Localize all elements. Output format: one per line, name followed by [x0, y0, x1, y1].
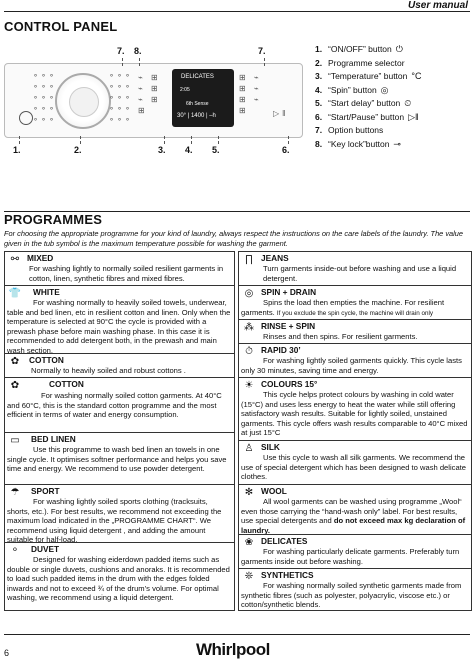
bed-linen-icon: ▭: [10, 435, 20, 446]
key-lock-icon: ⊸: [393, 138, 401, 149]
start-pause-button[interactable]: ▷‖: [273, 109, 289, 118]
programme-text: For washing normally soiled cotton garments. At 40°C and 60°C, this is the standard cotton programme and the most efficient in terms of water and energy consumption.: [7, 391, 222, 419]
programme-card-cotton: [4, 353, 235, 378]
programme-title: COLOURS 15°: [261, 379, 318, 389]
programme-card-synthetics: [238, 568, 472, 611]
header-rule: [4, 11, 470, 12]
programme-text: Turn garments inside-out before washing and use a liquid detergent.: [263, 264, 457, 283]
page-number: 6: [4, 648, 10, 658]
programme-card-spin-drain: [238, 285, 472, 320]
mixed-icon: ⚯: [10, 254, 20, 265]
programme-note: If you exclude the spin cycle, the machine will drain only: [276, 309, 433, 317]
programme-text: Use this cycle to wash all silk garments. We recommend the use of special detergent which has been designed to wash delicate clothes.: [241, 453, 467, 481]
programme-card-rapid-30: [238, 343, 472, 378]
callout-2: 2.: [74, 145, 82, 155]
cotton-icon: ✿: [10, 356, 20, 367]
delicates-icon: ❀: [244, 537, 254, 548]
control-panel-title: CONTROL PANEL: [4, 19, 118, 34]
callout-4: 4.: [185, 145, 193, 155]
silk-icon: ♙: [244, 443, 254, 454]
legend-item: 8. “Key lock”button ⊸: [315, 138, 470, 152]
legend-item: 3. “Temperature” button °C: [315, 70, 470, 84]
leader-4: [191, 136, 192, 144]
knob-center: [69, 87, 99, 117]
programme-card-jeans: [238, 251, 472, 286]
leader-8: [139, 58, 140, 66]
callout-7-left: 7.: [117, 46, 125, 56]
legend-item: 2. Programme selector: [315, 57, 405, 68]
display-values: 30° | 1400 | –h: [177, 113, 216, 119]
eco-cotton-icon: ✿: [10, 380, 20, 391]
programmes-title: PROGRAMMES: [4, 212, 103, 227]
callout-1: 1.: [13, 145, 21, 155]
rinse-spin-icon: ⁂: [244, 322, 254, 333]
white-shirt-icon: 👕: [8, 288, 22, 299]
display-programme: DELICATES: [181, 74, 214, 80]
programme-card-delicates: [238, 534, 472, 569]
programme-card-sport: [4, 484, 235, 543]
leader-1: [19, 136, 20, 144]
programme-title: COTTON: [49, 379, 84, 389]
display-sense: 6th Sense: [186, 101, 209, 107]
programme-title: SPORT: [31, 486, 60, 496]
rapid-icon: ⏱: [245, 346, 253, 357]
leader-6: [288, 136, 289, 144]
leader-7-left: [122, 58, 123, 66]
programme-card-mixed: [4, 251, 235, 286]
programme-text: Rinses and then spins. For resilient garments.: [263, 332, 418, 341]
wool-icon: ✻: [244, 487, 254, 498]
programme-text: For washing lightly soiled sports clothing (tracksuits, shorts, etc.). For best results, we recommend not exceeding the maximum load indicated in the „PROGRAMME CHART“. We recommend using liquid detergent , and adding the amount suitable for half-load.: [7, 497, 222, 544]
programme-text: For washing normally soiled synthetic garments made from synthetic fibres (such as polyester, polyacrylic, viscose etc.) or cotton/synthetic blends.: [241, 581, 462, 609]
programme-text: This cycle helps protect colours by washing in cold water (15°C) and uses less energy to heat the water while still offering satisfactory wash results. Suitable for lightly soiled, unstained garments. This cycle offers wash results comparable to 40°C mixed at just 15°C: [241, 390, 468, 437]
programme-card-eco-cotton: [4, 377, 235, 433]
programme-text: For washing lightly to normally soiled resilient garments in cotton, linen, synthetic fibres and mixed fibres.: [29, 264, 224, 283]
colours-icon: ☀: [244, 380, 254, 391]
programme-card-silk: [238, 440, 472, 485]
user-manual-label: User manual: [407, 0, 468, 11]
programme-title: SYNTHETICS: [261, 570, 314, 580]
legend-item: 6. “Start/Pause” button ▷‖: [315, 111, 470, 125]
programme-card-duvet: [4, 542, 235, 611]
programme-text: For washing lightly soiled garments quickly. This cycle lasts only 30 minutes, saving time and energy.: [241, 356, 462, 375]
whirlpool-logo: Whirlpool: [196, 640, 270, 659]
programme-title: DUVET: [31, 544, 60, 554]
programme-title: RINSE + SPIN: [261, 321, 316, 331]
control-panel-illustration: [4, 63, 303, 138]
programme-icons-left: ∘∘∘ ∘∘∘ ∘∘∘ ∘∘∘ ∘∘∘: [33, 71, 58, 124]
programme-title: WHITE: [33, 287, 60, 297]
spin-icon: ◎: [380, 84, 389, 95]
programme-text: All wool garments can be washed using programme „Wool“ even those carrying the “hand-wash only” label. For best results, use special detergents and do not exceed max kg declaration of laundry.: [241, 497, 466, 535]
callout-5: 5.: [212, 145, 220, 155]
programme-title: SILK: [261, 442, 280, 452]
leader-5: [218, 136, 219, 144]
display-screen: [172, 69, 234, 127]
legend-item: 4. “Spin” button ◎: [315, 84, 470, 98]
programme-text: Designed for washing eiderdown padded items such as double or single duvets, cushions and anoraks. It is recommended to load such padded items in the drum with the edges folded inwards and not to exceed ¾ of the drum’s volume. For optimal washing, we recommend using a liquid detergent.: [7, 555, 230, 602]
legend-item: 5. “Start delay” button ⏲: [315, 97, 470, 111]
programme-title: JEANS: [261, 253, 289, 263]
power-button-icon[interactable]: [19, 111, 33, 125]
programme-title: WOOL: [261, 486, 287, 496]
programme-card-rinse-spin: [238, 319, 472, 344]
programme-title: DELICATES: [261, 536, 308, 546]
programme-title: BED LINEN: [31, 434, 76, 444]
programme-title: SPIN + DRAIN: [261, 287, 317, 297]
delay-icon: ⏲: [404, 98, 412, 108]
wool-warning: do not exceed max kg declaration of laundry.: [241, 516, 466, 535]
display-time: 2:05: [180, 87, 190, 93]
callout-3: 3.: [158, 145, 166, 155]
programme-card-colours-15: [238, 377, 472, 441]
programme-selector-knob[interactable]: [55, 73, 111, 129]
duvet-icon: ⚬: [10, 545, 20, 556]
programme-title: MIXED: [27, 253, 54, 263]
callout-7-right: 7.: [258, 46, 266, 56]
legend-item: 7. Option buttons: [315, 125, 384, 135]
sport-icon: ☂: [10, 487, 20, 498]
leader-3: [164, 136, 165, 144]
programme-icons-right: ∘∘∘ ∘∘∘ ∘∘∘ ∘∘∘ ∘∘∘: [109, 71, 134, 124]
programme-text: For washing normally to heavily soiled towels, underwear, table and bed linen, etc in resilient cotton and linen. Only when the temperature is selected at 90°C the cycle is provided with a prewash phase before main washing phase. In this case it is recommended to add detergent both, in the prewash and main wash section.: [7, 298, 231, 355]
programme-card-wool: [238, 484, 472, 535]
programme-text: Spins the load then empties the machine. For resilient garments. If you exclude the spin cycle, the machine will drain only: [241, 298, 445, 317]
synthetics-icon: ❊: [244, 571, 254, 582]
programme-title: COTTON: [29, 355, 64, 365]
leader-7-right: [264, 58, 265, 66]
jeans-icon: ∏: [244, 254, 254, 265]
programmes-intro: For choosing the appropriate programme for your kind of laundry, always respect the instructions on the care labels of the laundry. The value given in the tub symbol is the maximum temperature possible for washing the garment.: [4, 229, 464, 248]
control-panel-legend: [315, 43, 470, 151]
spin-drain-icon: ◎: [244, 288, 254, 299]
option-icons-right: ⊞ ⌁ ⊞ ⌁ ⊞ ⌁ ⊞: [239, 73, 262, 115]
callout-8: 8.: [134, 46, 142, 56]
programme-text: Use this programme to wash bed linen an towels in one single cycle. It optimises softner performance and helps you save time and energy. We recommend to use powder detergent.: [7, 445, 227, 473]
option-icons-left: ⌁ ⊞ ⌁ ⊞ ⌁ ⊞ ⊞: [138, 73, 161, 115]
start-pause-icon: ▷‖: [408, 111, 419, 122]
power-icon: ⏻: [395, 44, 403, 54]
callout-6: 6.: [282, 145, 290, 155]
programme-text: Normally to heavily soiled and robust cottons .: [31, 366, 186, 375]
programme-title: RAPID 30’: [261, 345, 301, 355]
leader-2: [80, 136, 81, 144]
programme-text: For washing particularly delicate garments. Preferably turn garments inside out before washing.: [241, 547, 460, 566]
legend-item: 1. “ON/OFF” button ⏻: [315, 43, 470, 57]
programme-card-bed-linen: [4, 432, 235, 485]
temperature-icon: °C: [411, 71, 422, 81]
programme-card-white: [4, 285, 235, 354]
footer-rule: [4, 634, 470, 635]
